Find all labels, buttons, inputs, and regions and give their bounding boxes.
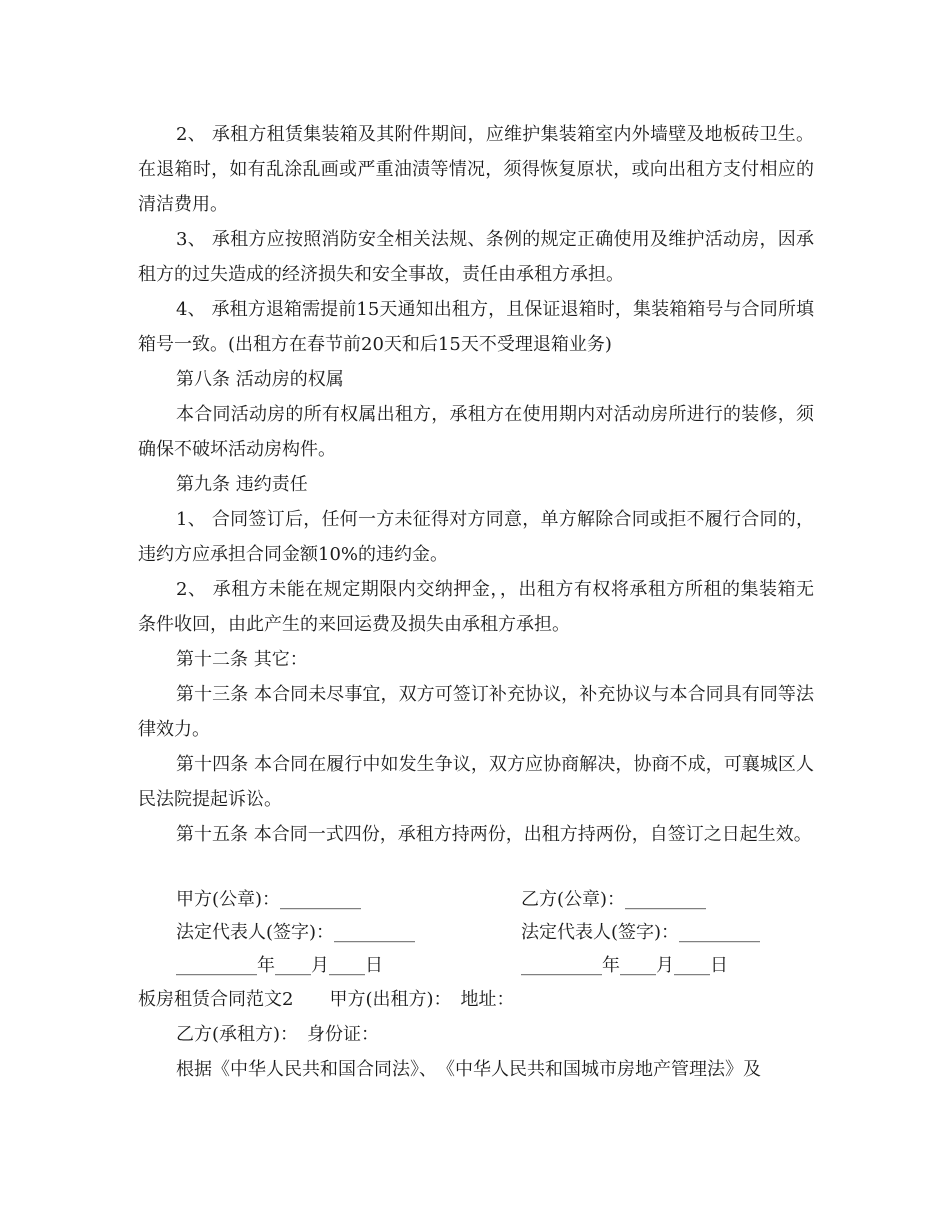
article-8-paragraph: 本合同活动房的所有权属出租方，承租方在使用期内对活动房所进行的装修，须确保不破坏活动房构件。 [138, 404, 814, 460]
clause-9-1-paragraph: 1、 合同签订后，任何一方未征得对方同意，单方解除合同或拒不履行合同的，违约方应承担合同金额10%的违约金。 [138, 509, 814, 565]
party-b-seal-line: 乙方(公章)：_________ [521, 889, 707, 910]
article-14-paragraph: 第十四条 本合同在履行中如发生争议，双方应协商解决，协商不成，可襄城区人民法院提起诉讼。 [138, 754, 814, 810]
article-9-heading: 第九条 违约责任 [176, 474, 308, 495]
article-13-paragraph: 第十三条 本合同未尽事宜，双方可签订补充协议，补充协议与本合同具有同等法律效力。 [138, 684, 814, 740]
article-12-heading: 第十二条 其它： [176, 649, 308, 670]
next-contract-party-line: 乙方(承租方)： 身份证： [176, 1024, 380, 1045]
party-b-representative-line: 法定代表人(签字)：_________ [521, 922, 761, 943]
party-a-representative-line: 法定代表人(签字)：_________ [176, 922, 416, 943]
clause-7-2-paragraph: 2、 承租方租赁集装箱及其附件期间，应维护集装箱室内外墙壁及地板砖卫生。在退箱时，如有乱涂乱画或严重油渍等情况，须得恢复原状，或向出租方支付相应的清洁费用。 [138, 124, 814, 215]
clause-9-2-paragraph: 2、 承租方未能在规定期限内交纳押金，，出租方有权将承租方所租的集装箱无条件收回，由此产生的来回运费及损失由承租方承担。 [138, 579, 814, 635]
article-15-paragraph: 第十五条 本合同一式四份，承租方持两份，出租方持两份，自签订之日起生效。 [176, 824, 812, 845]
next-contract-basis-line: 根据《中华人民共和国合同法》、 《中华人民共和国城市房地产管理法》及 [176, 1059, 761, 1080]
party-a-date-line: _________年____月____日 [176, 955, 383, 976]
party-b-date-line: _________年____月____日 [521, 955, 728, 976]
party-a-seal-line: 甲方(公章)：_________ [176, 889, 362, 910]
article-8-heading: 第八条 活动房的权属 [176, 369, 344, 390]
next-contract-title-line: 板房租赁合同范文2 甲方(出租方)： 地址： [138, 989, 515, 1010]
clause-7-4-paragraph: 4、 承租方退箱需提前15天通知出租方，且保证退箱时，集装箱箱号与合同所填箱号一致。(出租方在春节前20天和后15天不受理退箱业务) [138, 299, 814, 355]
clause-7-3-paragraph: 3、 承租方应按照消防安全相关法规、条例的规定正确使用及维护活动房，因承租方的过失造成的经济损失和安全事故，责任由承租方承担。 [138, 229, 814, 285]
